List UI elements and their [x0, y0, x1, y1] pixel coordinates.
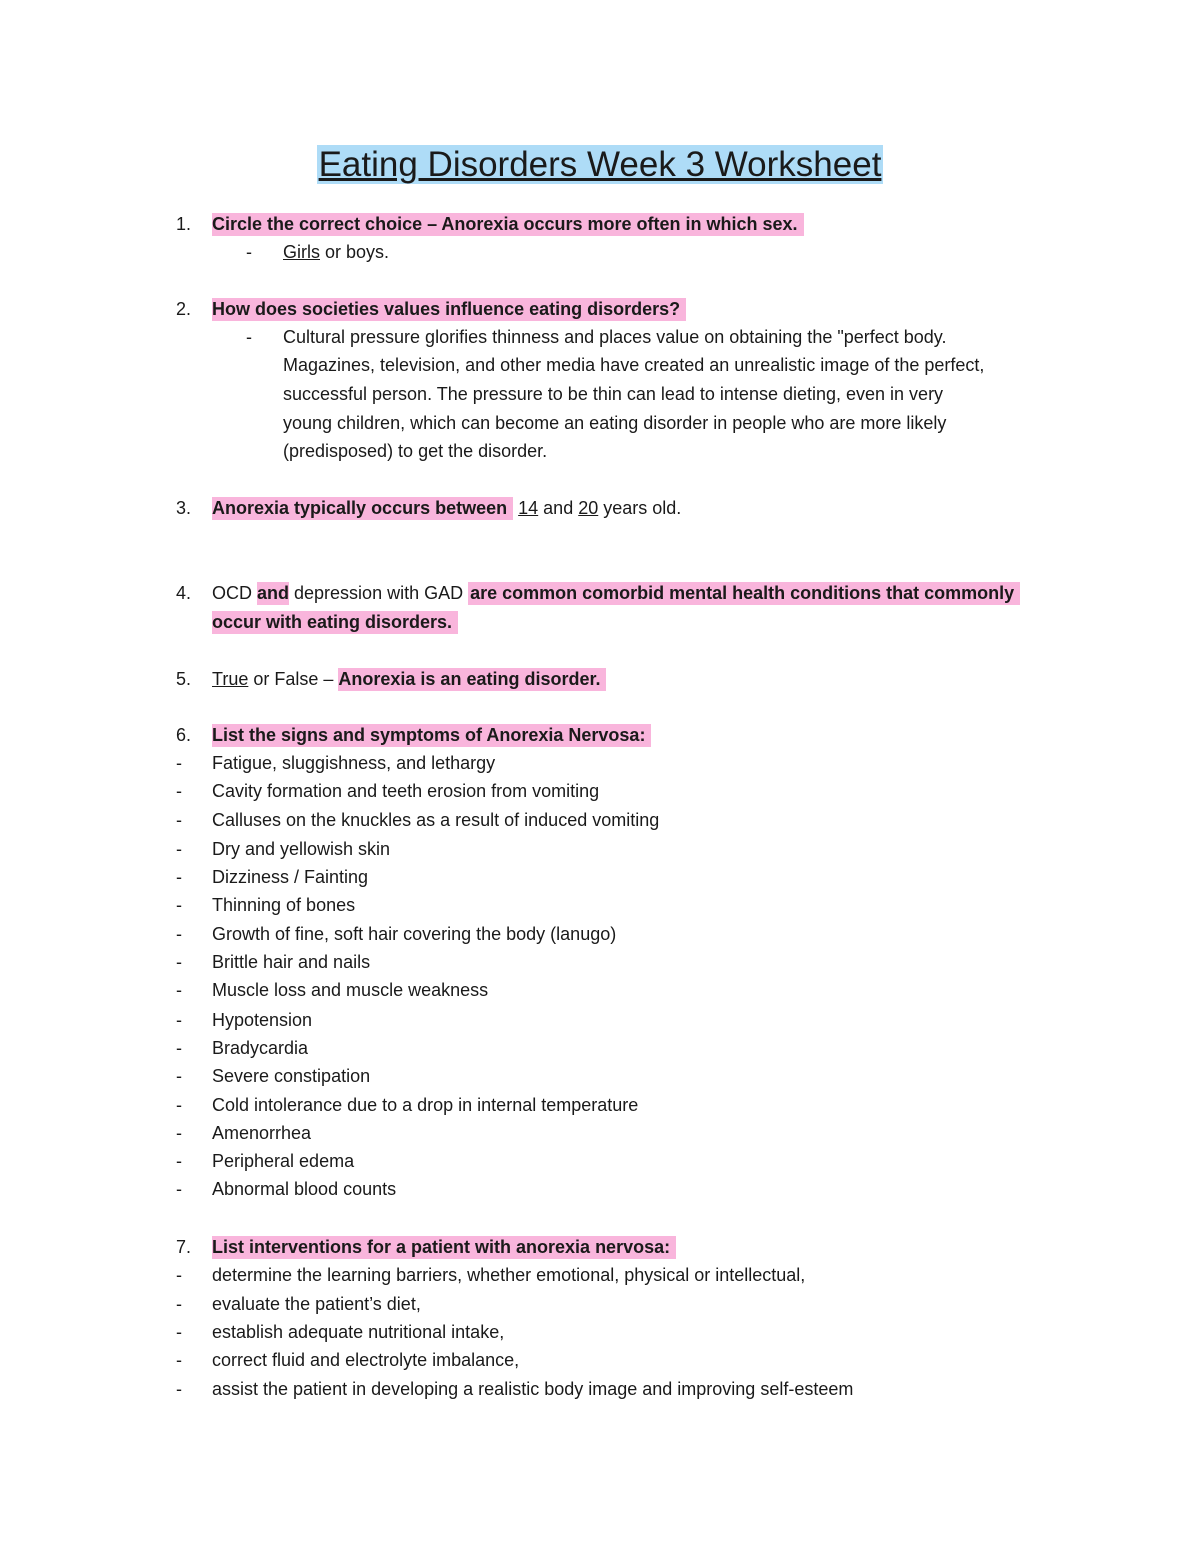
question-text: Anorexia typically occurs between: [212, 497, 513, 520]
question-text: occur with eating disorders.: [212, 611, 458, 634]
question-number: 1.: [176, 214, 192, 234]
answer-choice: Girls: [283, 242, 320, 262]
question-text: Circle the correct choice – Anorexia occurs more often in which sex.: [212, 213, 804, 236]
question-number: 2.: [176, 299, 192, 319]
answer-choice: True: [212, 669, 249, 689]
worksheet-page: Eating Disorders Week 3 Worksheet 1. Circle the correct choice – Anorexia occurs more often in which sex. - Girls or boys. 2. How does societies values influence eating disorders? - Cultural pressure glorifies thinness and places value on obtaining the "perfect body. Magazines, television, and other media have created an unrealistic image of the perfect, successful person. The pressure to be thin can lead to intense dieting, even in very young children, which can become an eating disorder in people who are more likely (predisposed) to get the disorder. 3. Anorexia typically occurs between 14 and 20 years old. 4. OCD and depression with GAD are common comorbid mental health conditions that commonly occur with eating disorders. 5. True or False – Anorexia is an eating disorder. 6. List the signs and symptoms of Anorexia Nervosa: - Fatigue, sluggishness, and lethargy - Cavity formation and teeth erosion from vomiting - Calluses on the knuckles as a result of induced vomiting - Dry and yellowish skin - Dizziness / Fainting - Thinning of bones - Growth of fine, soft hair covering the body (lanugo) - Brittle hair and nails - Muscle loss and muscle weakness - Hypotension - Bradycardia - Severe constipation - Cold intolerance due to a drop in internal temperature - Amenorrhea - Peripheral edema - Abnormal blood counts 7. List interventions for a patient with anorexia nervosa: - determine the learning barriers, whether emotional, physical or intellectual, - evaluate the patient’s diet, - establish adequate nutritional intake, - correct fluid and electrolyte imbalance, - assist the patient in developing a realistic body image and improving self-esteem: [0, 0, 1200, 1553]
page-title-text: Eating Disorders Week 3 Worksheet: [318, 145, 882, 184]
question-number: 4.: [176, 583, 192, 603]
age-low: 14: [518, 498, 539, 518]
question-text: are common comorbid mental health conditions that commonly: [468, 582, 1020, 605]
question-number: 7.: [176, 1237, 192, 1257]
question-number: 5.: [176, 669, 192, 689]
bullet-dash: -: [246, 242, 252, 262]
page-title: [0, 141, 1200, 189]
question-text: How does societies values influence eating disorders?: [212, 298, 686, 321]
question-number: 6.: [176, 725, 192, 745]
question-text: List interventions for a patient with anorexia nervosa:: [212, 1236, 676, 1259]
question-text: Anorexia is an eating disorder.: [338, 668, 606, 691]
answer-text: or boys.: [320, 242, 390, 262]
bullet-dash: -: [246, 327, 252, 347]
question-number: 3.: [176, 498, 192, 518]
question-text: List the signs and symptoms of Anorexia Nervosa:: [212, 724, 651, 747]
age-high: 20: [578, 498, 599, 518]
